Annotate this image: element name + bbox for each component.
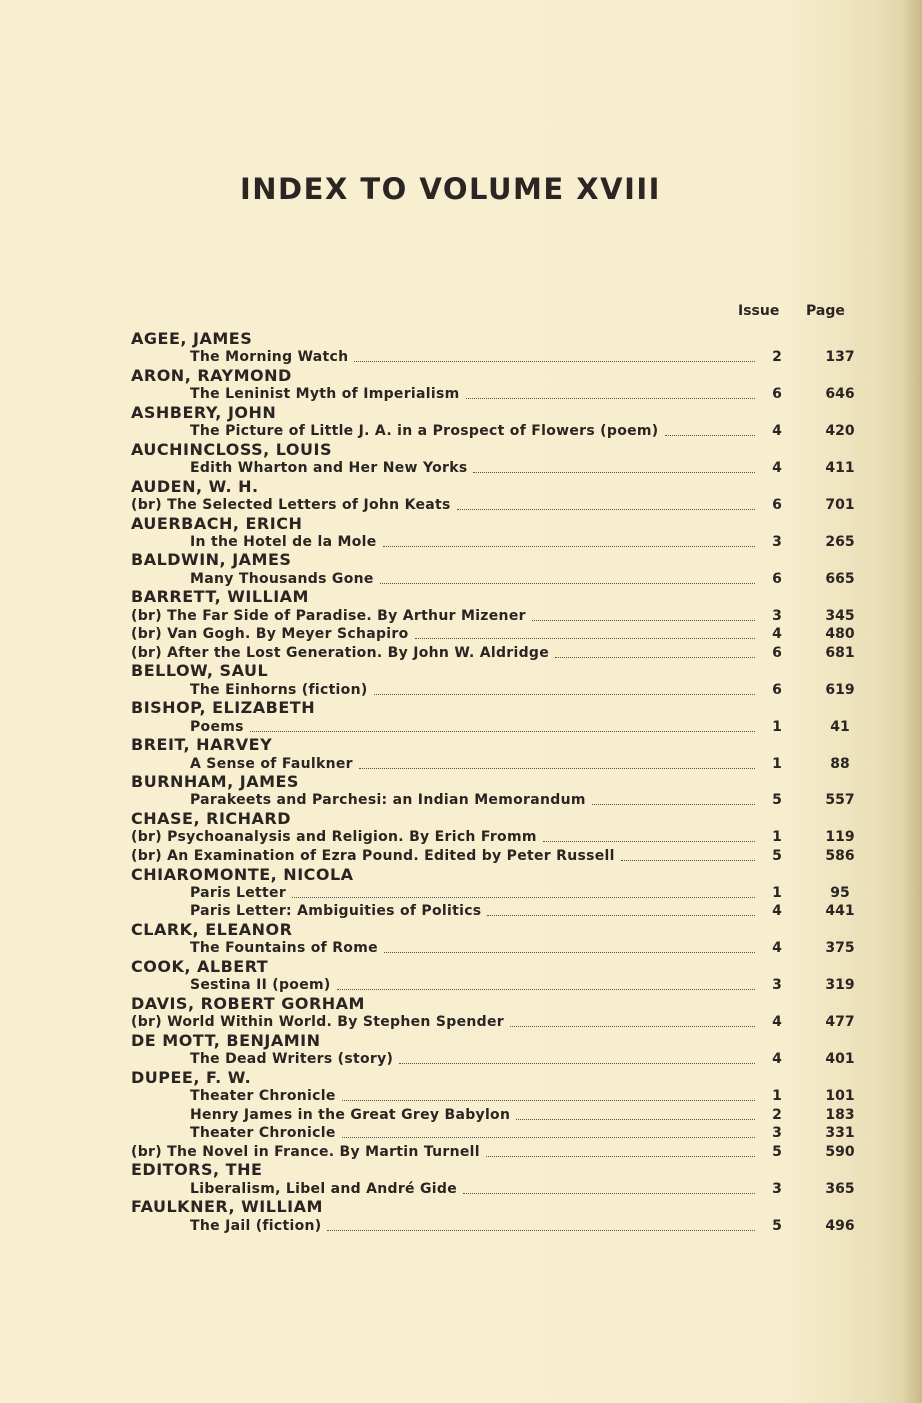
issue-number: 1 — [772, 884, 782, 901]
page-number: 420 — [825, 423, 855, 440]
work-title: Parakeets and Parchesi: an Indian Memorandum — [190, 792, 586, 809]
work-title: Many Thousands Gone — [190, 570, 374, 587]
work-title-line — [131, 1013, 504, 1031]
dot-leader — [342, 1137, 755, 1138]
issue-number: 1 — [772, 829, 782, 846]
page-number: 590 — [825, 1143, 855, 1160]
page-number: 411 — [825, 460, 855, 476]
work-title-line — [190, 902, 481, 920]
work-title-line — [131, 644, 549, 662]
book-review-marker: (br) — [131, 1143, 162, 1160]
book-review-marker: (br) — [131, 829, 162, 846]
work-title-line — [131, 1143, 480, 1161]
issue-number: 4 — [772, 626, 782, 643]
page-number: 265 — [825, 533, 855, 550]
page-number: 646 — [825, 386, 855, 403]
work-title: Sestina II (poem) — [190, 977, 331, 994]
index-work-row — [0, 422, 922, 440]
index-work-row — [0, 1013, 922, 1031]
work-title-line — [190, 1124, 336, 1142]
dot-leader — [621, 860, 755, 861]
author-name: BURNHAM, JAMES — [131, 772, 299, 792]
work-title-line — [131, 625, 409, 643]
work-title-line — [131, 607, 526, 625]
issue-number: 5 — [772, 1217, 782, 1234]
dot-leader — [342, 1100, 755, 1101]
page-number: 496 — [825, 1217, 855, 1234]
index-work-row — [0, 607, 922, 625]
page-number: 137 — [825, 349, 855, 366]
issue-number: 4 — [772, 423, 782, 440]
author-name: CHASE, RICHARD — [131, 809, 292, 828]
index-work-row — [0, 1217, 922, 1235]
dot-leader — [516, 1119, 755, 1120]
index-work-row — [0, 644, 922, 662]
dot-leader — [415, 638, 755, 639]
index-work-row — [0, 1180, 922, 1198]
index-work-row — [0, 884, 922, 902]
work-title: A Sense of Faulkner — [190, 755, 353, 772]
dot-leader — [463, 1193, 755, 1194]
page-column-header: Page — [806, 303, 845, 319]
page-number: 345 — [825, 607, 855, 624]
work-title: Edith Wharton and Her New Yorks — [190, 460, 468, 476]
issue-number: 5 — [772, 1143, 782, 1160]
work-title-line — [190, 681, 368, 699]
dot-leader — [457, 509, 755, 510]
work-title-line — [190, 884, 286, 902]
author-name: AUCHINCLOSS, LOUIS — [131, 439, 332, 459]
dot-leader — [592, 804, 755, 805]
author-name: BARRETT, WILLIAM — [131, 587, 309, 607]
work-title-line — [190, 422, 659, 440]
page-number: 101 — [825, 1087, 855, 1104]
dot-leader — [510, 1026, 755, 1027]
work-title-line — [190, 791, 586, 809]
page-number: 665 — [825, 570, 855, 587]
author-name: AUDEN, W. H. — [131, 476, 259, 496]
issue-column-header: Issue — [738, 303, 780, 319]
work-title-line — [190, 718, 244, 736]
issue-number: 4 — [772, 1014, 782, 1031]
page-title: INDEX TO VOLUME XVIII — [240, 172, 661, 206]
index-work-row — [0, 755, 922, 773]
page-number: 619 — [825, 681, 855, 698]
dot-leader — [337, 989, 755, 990]
index-work-row — [0, 459, 922, 477]
work-title: The Dead Writers (story) — [190, 1051, 394, 1067]
work-title: The Einhorns (fiction) — [190, 681, 368, 698]
work-title-line — [190, 1087, 336, 1105]
work-title: Van Gogh. By Meyer Schapiro — [167, 626, 409, 643]
dot-leader — [543, 841, 755, 842]
page-number: 401 — [825, 1051, 855, 1067]
index-work-row — [0, 625, 922, 643]
work-title: The Fountains of Rome — [190, 940, 378, 957]
dot-leader — [374, 694, 755, 695]
index-work-row — [0, 976, 922, 994]
work-title: An Examination of Ezra Pound. Edited by Peter Russell — [167, 847, 615, 864]
page-number: 701 — [825, 496, 855, 513]
issue-number: 2 — [772, 1106, 782, 1123]
work-title: The Novel in France. By Martin Turnell — [167, 1143, 480, 1160]
author-name: DE MOTT, BENJAMIN — [131, 1030, 321, 1050]
index-work-row — [0, 1143, 922, 1161]
page-number: 95 — [830, 884, 850, 901]
author-name: BELLOW, SAUL — [131, 661, 269, 681]
dot-leader — [532, 620, 755, 621]
work-title: Psychoanalysis and Religion. By Erich Fromm — [167, 829, 537, 846]
dot-leader — [250, 731, 755, 732]
author-name: DUPEE, F. W. — [131, 1067, 252, 1087]
work-title: Theater Chronicle — [190, 1125, 336, 1142]
work-title-line — [131, 847, 615, 865]
work-title: In the Hotel de la Mole — [190, 533, 377, 550]
work-title-line — [190, 755, 353, 773]
work-title: The Leninist Myth of Imperialism — [190, 386, 460, 403]
dot-leader — [466, 398, 755, 399]
index-work-row — [0, 1087, 922, 1105]
issue-number: 3 — [772, 1125, 782, 1142]
book-review-marker: (br) — [131, 847, 162, 864]
issue-number: 6 — [772, 496, 782, 513]
work-title-line — [190, 1180, 457, 1198]
work-title-line — [190, 348, 348, 366]
page-number: 319 — [825, 977, 855, 994]
work-title-line — [190, 570, 374, 588]
page-number: 477 — [825, 1014, 855, 1031]
author-name: CLARK, ELEANOR — [131, 920, 293, 939]
page-number: 331 — [825, 1125, 855, 1142]
book-review-marker: (br) — [131, 1014, 162, 1031]
dot-leader — [383, 546, 755, 547]
work-title-line — [190, 939, 378, 957]
work-title-line — [190, 976, 331, 994]
issue-number: 1 — [772, 718, 782, 735]
dot-leader — [555, 657, 755, 658]
work-title-line — [190, 533, 377, 551]
page-number: 183 — [825, 1106, 855, 1123]
index-work-row — [0, 385, 922, 403]
work-title-line — [190, 459, 467, 477]
author-name: AGEE, JAMES — [131, 329, 253, 348]
work-title: Paris Letter — [190, 884, 287, 901]
page-number: 41 — [830, 718, 850, 735]
work-title-line — [131, 828, 537, 846]
dot-leader — [665, 435, 755, 436]
work-title-line — [131, 496, 451, 514]
work-title: Paris Letter: Ambiguities of Politics — [190, 903, 482, 920]
page-number: 375 — [825, 940, 855, 957]
issue-number: 4 — [772, 1051, 782, 1067]
work-title-line — [190, 1050, 393, 1068]
dot-leader — [473, 472, 755, 473]
dot-leader — [399, 1063, 755, 1064]
issue-number: 2 — [772, 349, 782, 366]
author-name: EDITORS, THE — [131, 1160, 263, 1180]
dot-leader — [380, 583, 755, 584]
author-name: AUERBACH, ERICH — [131, 513, 303, 533]
work-title: Henry James in the Great Grey Babylon — [190, 1106, 511, 1123]
index-work-row — [0, 348, 922, 366]
index-work-row — [0, 1106, 922, 1124]
author-name: BREIT, HARVEY — [131, 735, 273, 755]
work-title: The Far Side of Paradise. By Arthur Mizener — [167, 607, 526, 624]
page-number: 480 — [825, 626, 855, 643]
index-work-row — [0, 791, 922, 809]
book-review-marker: (br) — [131, 496, 162, 513]
issue-number: 3 — [772, 977, 782, 994]
author-name: ASHBERY, JOHN — [131, 402, 277, 422]
book-review-marker: (br) — [131, 607, 162, 624]
dot-leader — [354, 361, 755, 362]
page-number: 441 — [825, 903, 855, 920]
book-review-marker: (br) — [131, 626, 162, 643]
work-title: The Selected Letters of John Keats — [167, 496, 451, 513]
issue-number: 3 — [772, 1180, 782, 1197]
issue-number: 6 — [772, 386, 782, 403]
index-work-row — [0, 681, 922, 699]
dot-leader — [486, 1156, 755, 1157]
index-work-row — [0, 718, 922, 736]
page-number: 88 — [830, 755, 850, 772]
work-title-line — [190, 1106, 510, 1124]
index-work-row — [0, 902, 922, 920]
work-title: Poems — [190, 718, 244, 735]
page-number: 586 — [825, 847, 855, 864]
author-name: FAULKNER, WILLIAM — [131, 1197, 323, 1217]
dot-leader — [487, 915, 755, 916]
work-title: After the Lost Generation. By John W. Aldridge — [167, 644, 550, 661]
page-number: 365 — [825, 1180, 855, 1197]
page-number: 681 — [825, 644, 855, 661]
issue-number: 6 — [772, 570, 782, 587]
issue-number: 5 — [772, 847, 782, 864]
issue-number: 3 — [772, 533, 782, 550]
work-title: Liberalism, Libel and André Gide — [190, 1180, 458, 1197]
dot-leader — [292, 897, 755, 898]
author-name: ARON, RAYMOND — [131, 365, 292, 385]
work-title-line — [190, 385, 460, 403]
issue-number: 1 — [772, 755, 782, 772]
issue-number: 6 — [772, 644, 782, 661]
index-work-row — [0, 496, 922, 514]
author-name: BISHOP, ELIZABETH — [131, 698, 316, 718]
page-number: 119 — [825, 829, 855, 846]
author-name: COOK, ALBERT — [131, 956, 269, 976]
index-work-row — [0, 1124, 922, 1142]
work-title: World Within World. By Stephen Spender — [167, 1014, 504, 1031]
work-title: The Picture of Little J. A. in a Prospect of Flowers (poem) — [190, 423, 659, 440]
work-title-line — [190, 1217, 321, 1235]
issue-number: 4 — [772, 940, 782, 957]
issue-number: 4 — [772, 903, 782, 920]
index-work-row — [0, 533, 922, 551]
dot-leader — [327, 1230, 755, 1231]
index-work-row — [0, 1050, 922, 1068]
author-name: BALDWIN, JAMES — [131, 550, 292, 570]
issue-number: 1 — [772, 1087, 782, 1104]
issue-number: 4 — [772, 460, 782, 476]
dot-leader — [384, 952, 755, 953]
index-work-row — [0, 847, 922, 865]
book-review-marker: (br) — [131, 644, 162, 661]
work-title: Theater Chronicle — [190, 1087, 336, 1104]
work-title: The Morning Watch — [190, 349, 349, 366]
index-work-row — [0, 939, 922, 957]
dot-leader — [359, 768, 755, 769]
author-name: DAVIS, ROBERT GORHAM — [131, 993, 365, 1013]
index-work-row — [0, 828, 922, 846]
work-title: The Jail (fiction) — [190, 1217, 322, 1234]
index-work-row — [0, 570, 922, 588]
author-name: CHIAROMONTE, NICOLA — [131, 864, 354, 884]
issue-number: 5 — [772, 792, 782, 809]
issue-number: 3 — [772, 607, 782, 624]
issue-number: 6 — [772, 681, 782, 698]
page-number: 557 — [825, 792, 855, 809]
